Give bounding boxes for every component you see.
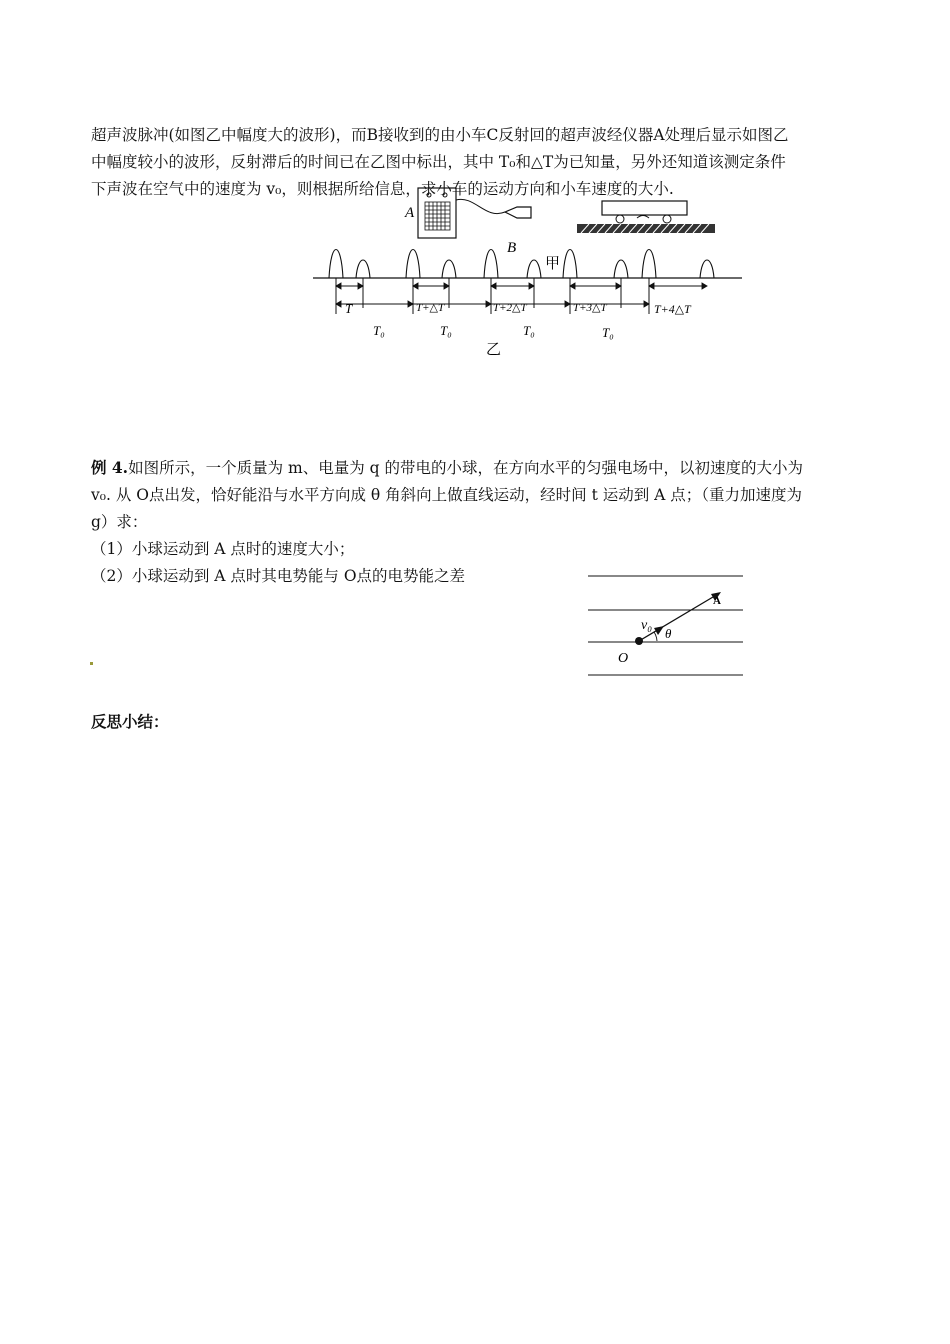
intro-line-1: 超声波脉冲(如图乙中幅度大的波形)，而B接收到的由小车C反射回的超声波经仪器A处理后显示如图乙 — [91, 126, 789, 144]
example4-line-3: g）求： — [91, 513, 148, 531]
period-label-2: T₀ — [440, 323, 452, 338]
device-knob-1 — [427, 193, 431, 197]
probe-cable — [456, 199, 505, 213]
figure2-label-v0: v₀ — [641, 618, 653, 633]
question-1: （1）小球运动到 A 点时的速度大小； — [91, 540, 355, 558]
interval-label-1: T — [345, 301, 353, 316]
interval-arrows — [336, 283, 707, 289]
intro-line-3: 下声波在空气中的速度为 v₀，则根据所给信息，求小车的运动方向和小车速度的大小. — [91, 180, 674, 198]
interval-label-2: T+△T — [416, 302, 445, 314]
device-knob-2 — [443, 193, 447, 197]
theta-arc — [654, 632, 657, 641]
stray-dot — [90, 662, 93, 665]
velocity-arrowhead — [654, 626, 664, 635]
device-screen — [425, 202, 450, 230]
car-wheel-left — [616, 215, 624, 223]
ball — [635, 637, 643, 645]
probe-B — [505, 207, 531, 218]
intro-line-2: 中幅度较小的波形，反射滞后的时间已在乙图中标出，其中 T₀和△T为已知量，另外还知道该测定条件 — [91, 153, 786, 171]
ultrasonic-figure — [305, 180, 750, 360]
field-figure — [585, 570, 750, 682]
summary-title: 反思小结： — [91, 712, 169, 731]
figure1-label-A: A — [405, 205, 415, 221]
example4-line-2: v₀. 从 O点出发，恰好能沿与水平方向成 θ 角斜向上做直线运动，经时间 t 运动到 A 点；（重力加速度为 — [91, 486, 803, 504]
period-label-4: T₀ — [602, 325, 614, 340]
interval-label-5: T+4△T — [654, 302, 691, 316]
period-label-3: T₀ — [523, 323, 535, 338]
interval-label-4: T+3△T — [573, 302, 607, 314]
figure1-label-yi: 乙 — [486, 342, 502, 358]
interval-label-3: T+2△T — [493, 302, 527, 314]
figure2-label-O: O — [618, 651, 629, 666]
figure1-label-jia: 甲 — [545, 256, 561, 272]
question-2: （2）小球运动到 A 点时其电势能与 O点的电势能之差 — [91, 567, 466, 585]
car-body — [602, 201, 687, 215]
car-wheel-right — [663, 215, 671, 223]
figure1-label-B: B — [507, 240, 517, 256]
large-pulses — [329, 250, 656, 279]
example4-line-1: 如图所示，一个质量为 m、电量为 q 的带电的小球，在方向水平的匀强电场中，以初速度的大小为 — [128, 459, 803, 477]
figure2-label-theta: θ — [665, 626, 672, 641]
figure2-label-A: A — [713, 595, 721, 607]
period-label-1: T₀ — [373, 323, 385, 338]
example4-title: 例 4. — [91, 458, 129, 477]
small-pulses — [356, 260, 714, 278]
car-spring — [637, 216, 649, 219]
